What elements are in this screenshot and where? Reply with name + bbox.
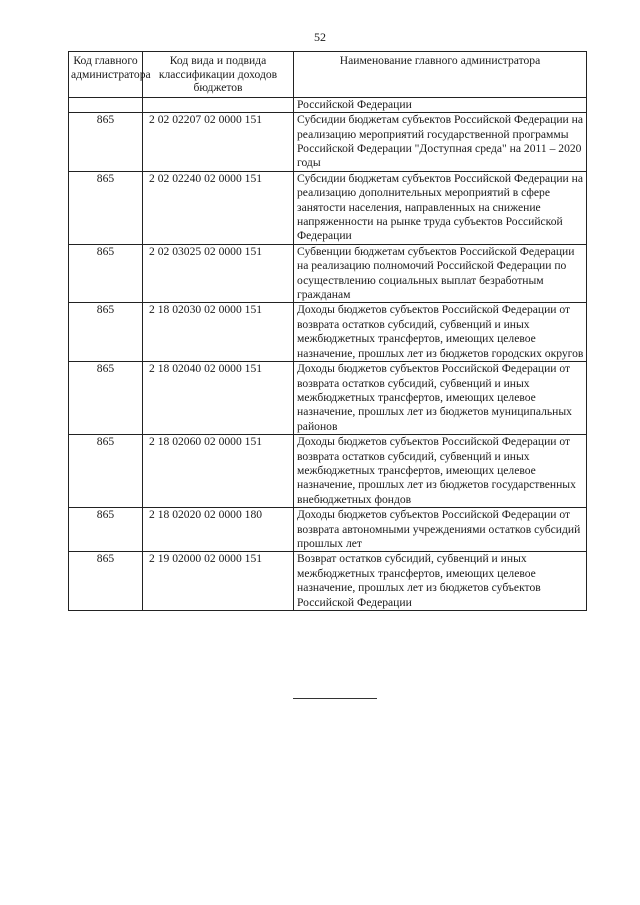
table-row: [69, 303, 587, 362]
cell-income-code: 2 02 03025 02 0000 151: [143, 244, 294, 303]
cell-admin-name: Субвенции бюджетам субъектов Российской Федерации на реализацию полномочий Российской Федерации по осуществлению социальных выплат безработным гражданам: [294, 244, 587, 303]
table-row-continuation: [69, 97, 587, 112]
cell-admin-code: [69, 97, 143, 112]
cell-income-code: 2 18 02030 02 0000 151: [143, 303, 294, 362]
cell-admin-name: Доходы бюджетов субъектов Российской Федерации от возврата остатков субсидий, субвенций и иных межбюджетных трансфертов, имеющих целевое назначение, прошлых лет из бюджетов государственных внебюджетных фондов: [294, 435, 587, 508]
header-admin-code: Код главного администратора: [69, 52, 143, 98]
cell-admin-code: 865: [69, 435, 143, 508]
table-row: [69, 508, 587, 552]
table-header-row: [69, 52, 587, 98]
cell-income-code: [143, 97, 294, 112]
table-row: [69, 552, 587, 611]
cell-admin-name: Субсидии бюджетам субъектов Российской Федерации на реализацию дополнительных мероприятий в сфере занятости населения, направленных на снижение напряженности на рынке труда субъектов Российской Федерации: [294, 171, 587, 244]
table-row: [69, 435, 587, 508]
table-row: [69, 244, 587, 303]
cell-admin-code: 865: [69, 362, 143, 435]
header-income-code: Код вида и подвида классификации доходов бюджетов: [143, 52, 294, 98]
cell-admin-code: 865: [69, 552, 143, 611]
cell-admin-name: Российской Федерации: [294, 97, 587, 112]
cell-admin-code: 865: [69, 113, 143, 172]
cell-income-code: 2 18 02060 02 0000 151: [143, 435, 294, 508]
end-of-document-rule: [293, 698, 377, 699]
table-row: [69, 113, 587, 172]
cell-admin-name: Доходы бюджетов субъектов Российской Федерации от возврата остатков субсидий, субвенций и иных межбюджетных трансфертов, имеющих целевое назначение, прошлых лет из бюджетов городских округов: [294, 303, 587, 362]
cell-income-code: 2 18 02040 02 0000 151: [143, 362, 294, 435]
cell-admin-code: 865: [69, 244, 143, 303]
page-number: 52: [314, 30, 326, 44]
cell-admin-code: 865: [69, 508, 143, 552]
cell-admin-name: Субсидии бюджетам субъектов Российской Федерации на реализацию мероприятий государственной программы Российской Федерации "Доступная среда" на 2011 – 2020 годы: [294, 113, 587, 172]
cell-admin-code: 865: [69, 303, 143, 362]
table-row: [69, 362, 587, 435]
cell-income-code: 2 18 02020 02 0000 180: [143, 508, 294, 552]
cell-admin-name: Возврат остатков субсидий, субвенций и иных межбюджетных трансфертов, имеющих целевое назначение, прошлых лет из бюджетов субъектов Российской Федерации: [294, 552, 587, 611]
cell-admin-code: 865: [69, 171, 143, 244]
cell-admin-name: Доходы бюджетов субъектов Российской Федерации от возврата автономными учреждениями остатков субсидий прошлых лет: [294, 508, 587, 552]
budget-revenue-table: [68, 51, 587, 611]
cell-income-code: 2 02 02240 02 0000 151: [143, 171, 294, 244]
cell-income-code: 2 02 02207 02 0000 151: [143, 113, 294, 172]
table-row: [69, 171, 587, 244]
cell-admin-name: Доходы бюджетов субъектов Российской Федерации от возврата остатков субсидий, субвенций и иных межбюджетных трансфертов, имеющих целевое назначение, прошлых лет из бюджетов муниципальных районов: [294, 362, 587, 435]
cell-income-code: 2 19 02000 02 0000 151: [143, 552, 294, 611]
header-admin-name: Наименование главного администратора: [294, 52, 587, 98]
